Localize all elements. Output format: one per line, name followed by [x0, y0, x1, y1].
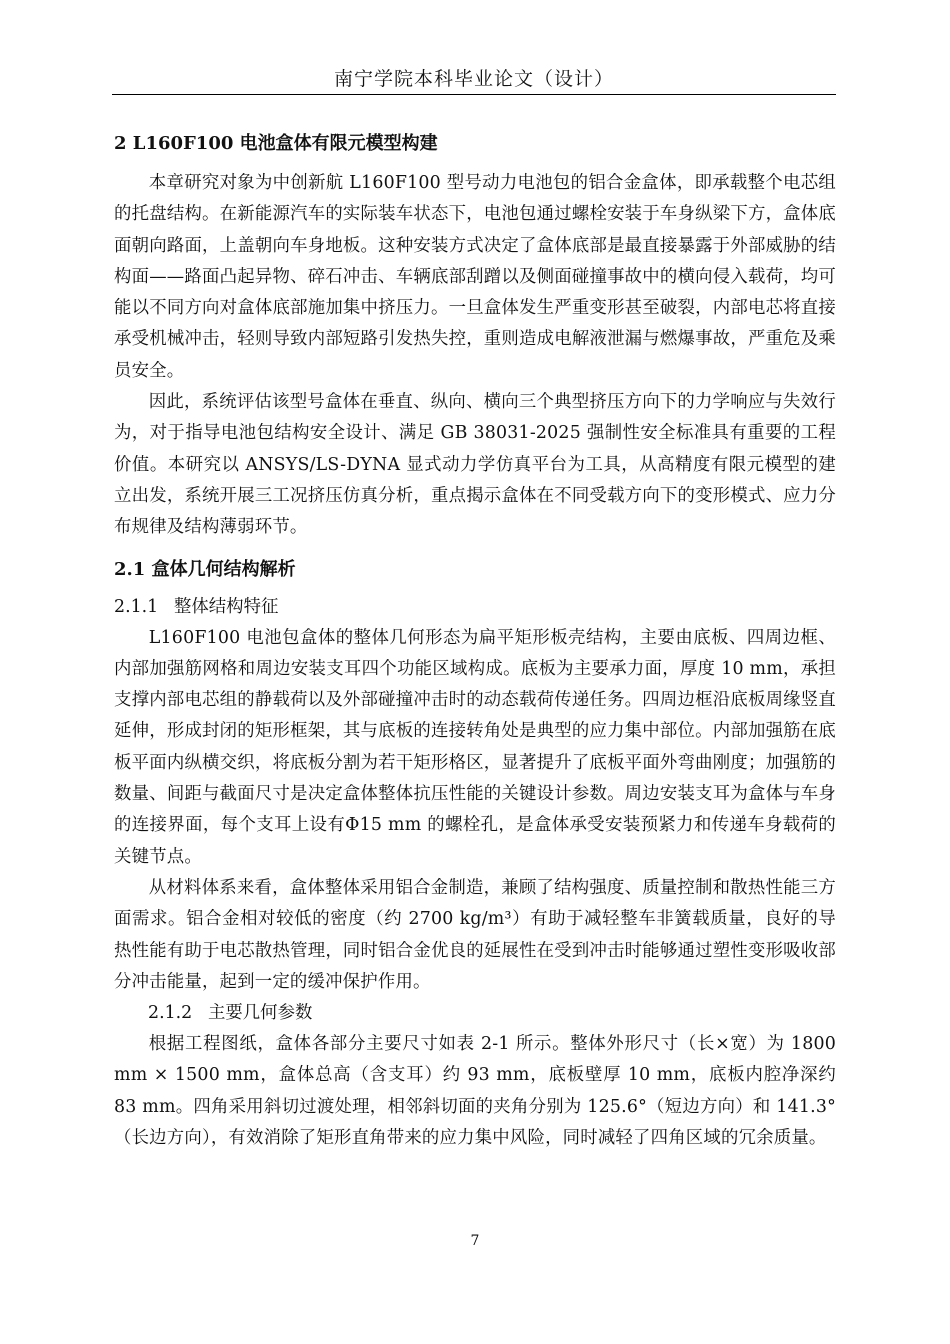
subsection-2-paragraph-1: 根据工程图纸，盒体各部分主要尺寸如表 2-1 所示。整体外形尺寸（长×宽）为 1800 mm × 1500 mm，盒体总高（含支耳）约 93 mm，底板壁厚 10 mm，底板内腔净深约 83 mm。四角采用斜切过渡处理，相邻斜切面的夹角分别为 125.6°（短边方向）和 141.3°（长边方向），有效消除了矩形直角带来的应力集中风险，同时减轻了四角区域的冗余质量。 [114, 1034, 836, 1149]
chapter-paragraph-2: 因此，系统评估该型号盒体在垂直、纵向、横向三个典型挤压方向下的力学响应与失效行为，对于指导电池包结构安全设计、满足 GB 38031-2025 强制性安全标准具有重要的工程价值。本研究以 ANSYS/LS-DYNA 显式动力学仿真平台为工具，从高精度有限元模型的建立出发，系统开展三工况挤压仿真分析，重点揭示盒体在不同受载方向下的变形模式、应力分布规律及结构薄弱环节。 [114, 392, 836, 538]
subsection-title: 整体结构特征 [174, 596, 279, 617]
subsection-number: 2.1.1 [114, 596, 159, 617]
section-heading: 2.1 盒体几何结构解析 [114, 558, 296, 580]
subsection-title: 主要几何参数 [208, 1003, 313, 1024]
subsection-1-paragraph-1: L160F100 电池包盒体的整体几何形态为扁平矩形板壳结构，主要由底板、四周边框、内部加强筋网格和周边安装支耳四个功能区域构成。底板为主要承力面，厚度 10 mm，承担支撑内部电芯组的静载荷以及外部碰撞冲击时的动态载荷传递任务。四周边框沿底板周缘竖直延伸，形成封闭的矩形框架，其与底板的连接转角处是典型的应力集中部位。内部加强筋在底板平面内纵横交织，将底板分割为若干矩形格区，显著提升了底板平面外弯曲刚度；加强筋的数量、间距与截面尺寸是决定盒体整体抗压性能的关键设计参数。周边安装支耳为盒体与车身的连接界面，每个支耳上设有Φ15 mm 的螺栓孔，是盒体承受安装预紧力和传递车身载荷的关键节点。 [114, 627, 836, 867]
subsection-1-paragraph-2: 从材料体系来看，盒体整体采用铝合金制造，兼顾了结构强度、质量控制和散热性能三方面需求。铝合金相对较低的密度（约 2700 kg/m³）有助于减轻整车非簧载质量，良好的导热性能有助于电芯散热管理，同时铝合金优良的延展性在受到冲击时能够通过塑性变形吸收部分冲击能量，起到一定的缓冲保护作用。 [114, 877, 836, 992]
chapter-heading: 2 L160F100 电池盒体有限元模型构建 [114, 133, 438, 154]
running-header: 南宁学院本科毕业论文（设计） [333, 68, 614, 90]
subsection-number: 2.1.2 [148, 1003, 193, 1024]
chapter-paragraph-1: 本章研究对象为中创新航 L160F100 型号动力电池包的铝合金盒体，即承载整个电芯组的托盘结构。在新能源汽车的实际装车状态下，电池包通过螺栓安装于车身纵梁下方，盒体底面朝向路面，上盖朝向车身地板。这种安装方式决定了盒体底部是最直接暴露于外部威胁的结构面——路面凸起异物、碎石冲击、车辆底部刮蹭以及侧面碰撞事故中的横向侵入载荷，均可能以不同方向对盒体底部施加集中挤压力。一旦盒体发生严重变形甚至破裂，内部电芯将直接承受机械冲击，轻则导致内部短路引发热失控，重则造成电解液泄漏与燃爆事故，严重危及乘员安全。 [114, 173, 836, 381]
page-number: 7 [470, 1233, 480, 1249]
subsection-heading-2-1-1 [114, 592, 836, 623]
subsection-heading-2-1-2 [114, 998, 836, 1029]
page-body [114, 128, 836, 1154]
header-rule [112, 94, 836, 95]
